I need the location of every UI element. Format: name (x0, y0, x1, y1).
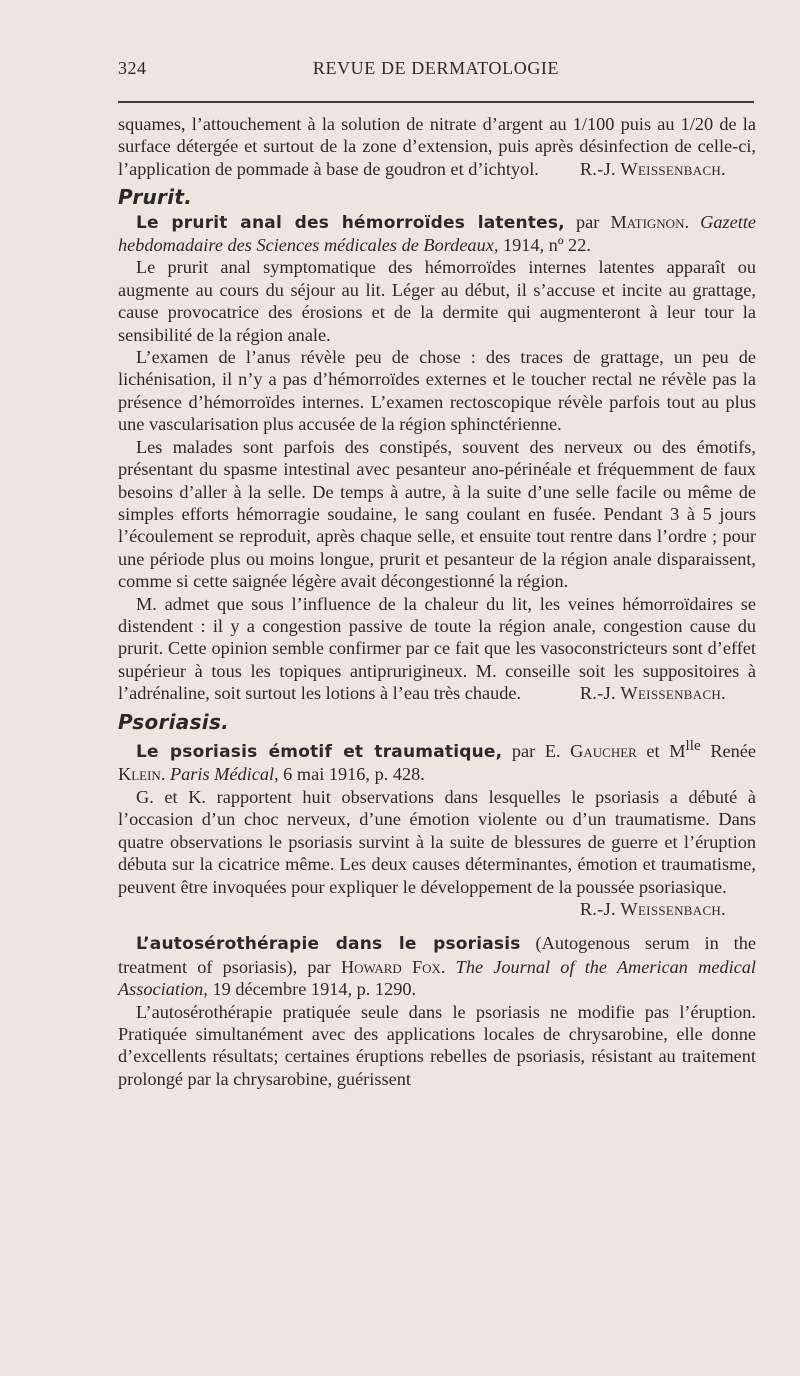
citation-and: et M (636, 741, 686, 762)
section-heading-psoriasis: Psoriasis. (118, 709, 230, 734)
article-title: Le psoriasis émotif et traumatique, (136, 742, 503, 763)
header-rule (118, 101, 754, 103)
page-body (118, 113, 756, 1090)
body-text: G. et K. rapportent huit observations dans lesquelles le psoriasis a débuté à l’occasion d’un choc nerveux, d’une émotion violente ou d’un traumatisme. Dans quatre observations le psoriasis survint à la suite de blessures de guerre et l’éruption débuta sur la cicatrice même. Les deux causes déterminantes, émotion et traumatisme, peuvent être invoquées pour expliquer le développement de la poussée psoriasique. (118, 786, 756, 897)
citation-author2: Renée (700, 741, 756, 762)
signature: R.-J. Weissenbach. (579, 683, 726, 704)
citation-by: par (564, 211, 611, 232)
citation-sep: . (684, 211, 701, 232)
intro-text: squames, l’attouchement à la solution de nitrate d’argent au 1/100 puis au 1/20 de la surface détergée et surtout de la zone d’extension, puis après désinfection de celle-ci, l’application de pommade à base de goudron et d’ichtyol. (118, 114, 756, 179)
page-header (118, 58, 754, 88)
citation-author: Matignon (610, 211, 685, 232)
page-number: 324 (118, 58, 147, 78)
intro-paragraph (118, 113, 756, 180)
spacer (118, 920, 756, 932)
citation-source: Paris Médical, (169, 764, 279, 785)
signature: R.-J. Weissenbach. (579, 898, 726, 919)
body-paragraph-signed (118, 593, 756, 705)
citation-sep: . (160, 764, 170, 785)
intro-signature: R.-J. Weissenbach. (579, 158, 726, 179)
body-paragraph-signed (118, 786, 756, 920)
citation-ref: 1914, nº 22. (498, 235, 591, 256)
citation-source: Gazette hebdomadaire des Sciences médicales de Bordeaux, (118, 211, 757, 256)
article-citation-psoriasis-emotif (118, 735, 756, 786)
citation-by: par E. (502, 741, 571, 762)
citation-ref: 6 mai 1916, p. 428. (278, 764, 425, 785)
article-citation-prurit (118, 211, 756, 257)
citation-sep: . (440, 956, 456, 977)
body-paragraph: Les malades sont parfois des constipés, souvent des nerveux ou des émotifs, présentant du spasme intestinal avec pesanteur ano-périnéale et fréquemment de faux besoins d’aller à la selle. De temps à autre, à la suite d’une selle facile ou même de simples efforts hémorragie soudaine, le sang coulant en fusée. Pendant 3 à 5 jours l’écoulement se reproduit, après chaque selle, et ensuite tout rentre dans l’ordre ; pour une période plus ou moins longue, prurit et pesanteur de la région anale disparaissent, comme si cette saignée légère avait décongestionné la région. (118, 436, 756, 592)
article-title: L’autosérothérapie dans le psoriasis (136, 934, 521, 955)
citation-sup: lle (685, 736, 701, 754)
citation-ref: 19 décembre 1914, p. 1290. (207, 979, 417, 1000)
body-paragraph: L’examen de l’anus révèle peu de chose : des traces de grattage, un peu de lichénisation, il n’y a pas d’hémorroïdes externes et le toucher rectal ne révèle pas la présence d’hémorroïdes internes. L’examen rectoscopique révèle parfois tout au plus une vascularisation plus accusée de la région sphinctérienne. (118, 347, 756, 435)
running-title: REVUE DE DERMATOLOGIE (312, 58, 560, 78)
article-citation-autoserotherapie (118, 932, 756, 1000)
citation-paren: (Autogenous serum in the treatment of psoriasis), par (118, 933, 756, 977)
citation-source: The Journal of the American medical Association, (118, 956, 756, 1000)
citation-author: Gaucher (570, 741, 637, 762)
body-paragraph: L’autosérothérapie pratiquée seule dans le psoriasis ne modifie pas l’éruption. Pratiquée simultanément avec des applications locales de chrysarobine, elle donne d’excellents résultats; certaines éruptions rebelles de psoriasis, résistant au traitement prolongé par la chrysarobine, guérissent (118, 1001, 756, 1089)
citation-author: Howard Fox (340, 956, 441, 977)
body-text: M. admet que sous l’influence de la chaleur du lit, les veines hémorroïdaires se distendent : il y a congestion passive de toute la région anale, congestion cause du prurit. Cette opinion semble confirmer par ce fait que les vasoconstricteurs sont d’effet supérieur à tous les topiques antiprurigineux. M. conseille soit les suppositoires à l’adrénaline, soit surtout les lotions à l’eau très chaude. (118, 593, 756, 704)
citation-author2-last: Klein (118, 764, 161, 785)
section-heading-prurit: Prurit. (118, 185, 193, 210)
article-title: Le prurit anal des hémorroïdes latentes, (136, 212, 565, 233)
body-paragraph: Le prurit anal symptomatique des hémorroïdes internes latentes apparaît ou augmente au cours du séjour au lit. Léger au début, il s’accuse et incite au grattage, cause provocatrice des érosions et de la dermite qui augmenteront à leur tour la sensibilité de la région anale. (118, 257, 756, 345)
